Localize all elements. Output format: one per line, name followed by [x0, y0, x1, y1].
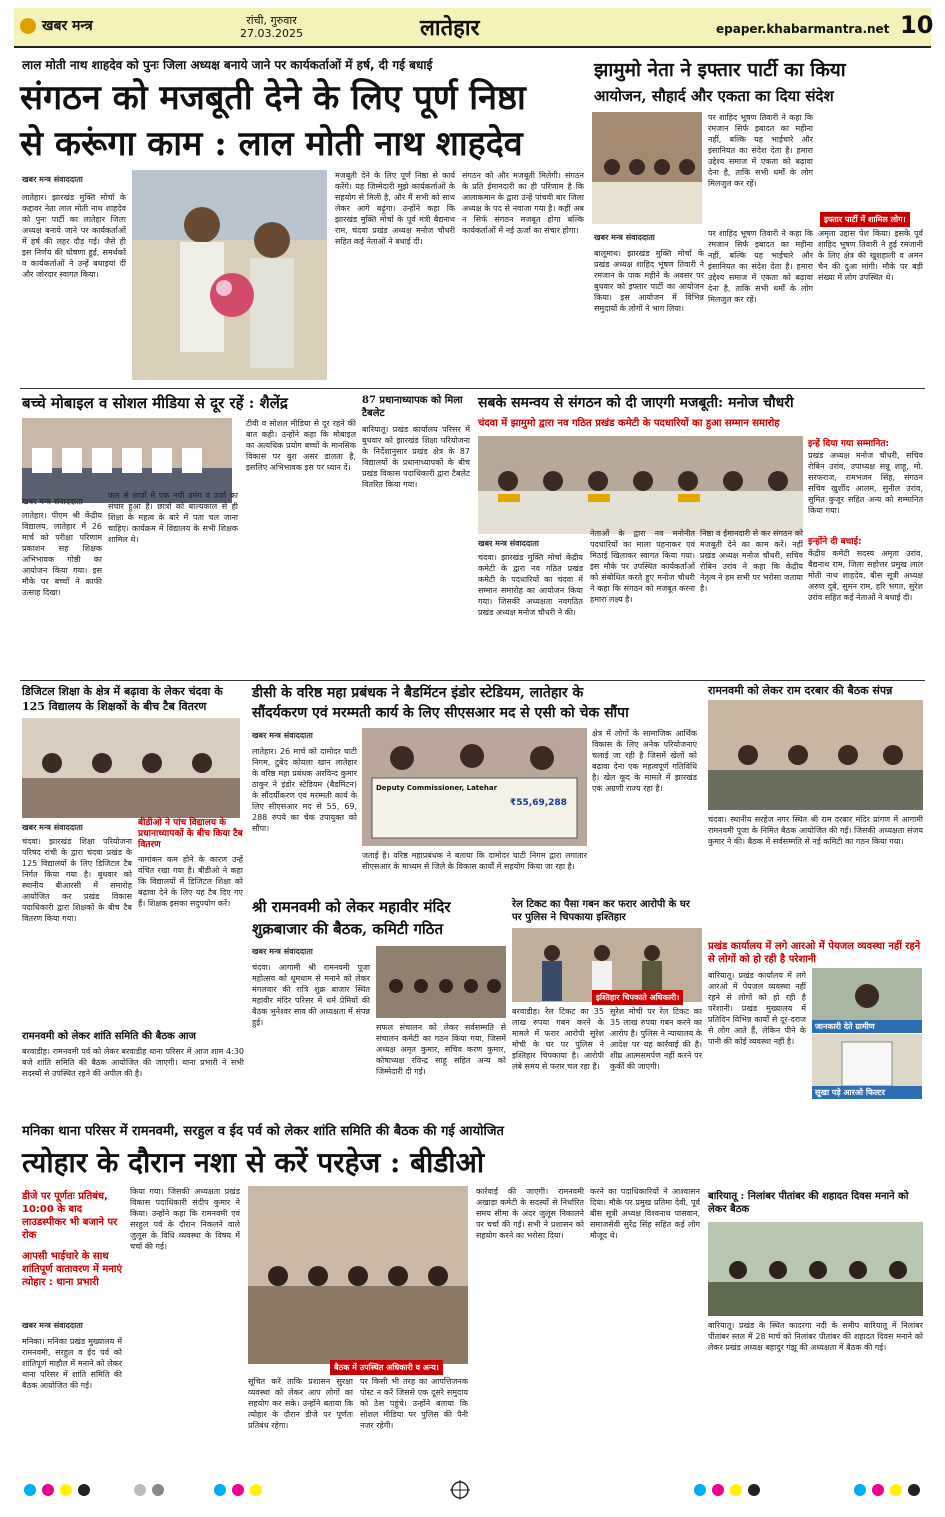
- manika-body-col-5: कार्रवाई की जाएगी। रामनवमी अखाड़ा कमेटी के सदस्यों से निर्धारित समय सीमा के अंदर जुलूस निकालने पर चर्चा की गई। सभी ने प्रशासन को सहयोग करने का भरोसा दिया।: [476, 1187, 584, 1240]
- divider: [20, 388, 925, 389]
- manoj-sidebar2-head: इन्होंने दी बधाई:: [808, 537, 862, 547]
- manika-bullet-2: आपसी भाईचारे के साथ शांतिपूर्ण वातावरण में मनाएं त्योहार : थाना प्रभारी: [22, 1251, 122, 1288]
- mahavir-body-col-2: सफल संचालन को लेकर सर्वसम्मति से संचालन कमेटी का गठन किया गया, जिसमें अध्यक्ष अमृत कुमार, सचिव करण कुमार, कोषाध्यक्ष रविन्द्र साहू सहित अन्य को जिम्मेदारी दी गई।: [376, 1023, 506, 1076]
- manika-body-col-6: करने का पदाधिकारियों ने आश्वासन दिया। मौके पर प्रमुख प्रतिमा देवी, पूर्व बीस सूत्री अध्यक्ष विश्वनाथ पासवान, समाजसेवी सुरेंद्र सिंह सहित कई लोग मौजूद थे।: [590, 1187, 700, 1240]
- divider: [20, 680, 925, 681]
- water-caption-1: जानकारी देते ग्रामीण: [812, 1020, 922, 1033]
- nilamber-headline: बारियातू : निलांबर पीतांबर की शहादत दिवस मनाने को लेकर बैठक: [708, 1191, 909, 1215]
- manoj-byline: खबर मन्त्र संवाददाता: [478, 539, 539, 548]
- mobile-headline: बच्चे मोबाइल व सोशल मीडिया से दूर रहें : शैलेंद्र: [22, 394, 288, 412]
- lead-headline-2: से करूंगा काम : लाल मोती नाथ शाहदेव: [20, 124, 523, 164]
- peace-body: बरवाडीह। रामनवमी पर्व को लेकर बरवाडीह थाना परिसर में आज शाम 4:30 बजे शांति समिति की बैठक आयोजित की जाएगी। थाना प्रभारी ने सभी सदस्यों से उपस्थित रहने की अपील की है।: [22, 1047, 244, 1078]
- lead-headline-1: संगठन को मजबूती देने के लिए पूर्ण निष्ठा: [20, 78, 526, 118]
- dc-headline-1: डीसी के वरिष्ठ महा प्रबंधक ने बैडमिंटन इंडोर स्टेडियम, लातेहार के: [252, 685, 584, 701]
- manika-photo: [248, 1186, 468, 1364]
- manoj-sidebar1-head: इन्हें दिया गया सम्मानित:: [808, 439, 890, 449]
- water-photo-2-image: [812, 1034, 922, 1094]
- nilamber-body: बारियातू। प्रखंड के स्थित कादरगा नदी के समीप बारियातू में निलांबर पीतांबर स्तल में 28 मार्च को निलांबर पीतांबर की शहादत दिवस मनाने को लेकर प्रखंड अध्यक्ष बहादुर गंझू की अध्यक्षता में बैठक की गई।: [708, 1321, 923, 1352]
- water-photo-2: [812, 1034, 922, 1094]
- dc-body-col-1: लातेहार। 26 मार्च को दामोदर घाटी निगम, टुबेद कोयला खान लातेहार के वरिष्ठ महा प्रबंधक अरविन्द कुमार ठाकुर ने इंडोर स्टेडियम (बैडमिंटन) के सौंदर्यीकरण एवं मरम्मती कार्य के लिए सीएसआर मद से 55, 69, 288 रुपये का चेक उपायुक्त को सौंपा।: [252, 747, 357, 833]
- lead-body-col-3: संगठन को और मजबूती मिलेगी। संगठन के प्रति ईमानदारी का ही परिणाम है कि आलाकमान के द्वारा उन्हें पांचवी बार जिला अध्यक्ष के पद से नवाजा गया है। कहीं अब न सिर्फ संगठन मजबूत होगा बल्कि कार्यकर्ताओं में नई ऊर्जा का संचार होगा।: [462, 171, 584, 235]
- mahavir-photo: [376, 946, 506, 1018]
- mahavir-headline-1: श्री रामनवमी को लेकर महावीर मंदिर: [252, 898, 451, 916]
- peace-headline: रामनवमी को लेकर शांति समिति की बैठक आज: [22, 1031, 196, 1042]
- brand-logo: [20, 16, 93, 35]
- lead-body-col-1: लातेहार। झारखंड मुक्ति मोर्चा के कद्दावर नेता लाल मोती नाथ शाहदेव को पुनः पार्टी का लातेहार जिला अध्यक्ष बनाये जाने पर कार्यकर्ताओं में हर्ष की लहर दौड़ गई। जैसे ही इस निर्णय की घोषणा हुई, समर्थकों व कार्यकर्ताओं ने उन्हें बधाइयां दीं और जोरदार स्वागत किया।: [22, 193, 126, 279]
- manika-body-col-2: किया गया। जिसकी अध्यक्षता प्रखंड विकास पदाधिकारी संदीप कुमार ने किया। उन्होंने कहा कि रामनवमी एवं सरहुल पर्व के दौरान निकलने वाले जुलूस के विधि व्यवस्था के विषय में चर्चा की गई।: [130, 1187, 240, 1251]
- mobile-body-col-2: फल से छात्रों में एक नयी उमंग व उर्जा का संचार हुआ है। छात्रों को बाल्यकाल से ही शिक्षा के महत्व के बारे में पता चल जाना चाहिए। कार्यक्रम में विद्यालय के सभी शिक्षक शामिल थे।: [108, 491, 238, 544]
- water-headline: प्रखंड कार्यालय में लगे आरओ में पेयजल व्यवस्था नहीं रहने से लोगों को हो रही है परेशानी: [708, 941, 921, 965]
- digital-photo-image: [22, 718, 240, 818]
- rail-caption: इश्तिहार चिपकाते अधिकारी।: [592, 990, 683, 1005]
- digital-byline: खबर मन्त्र संवाददाता: [22, 823, 83, 832]
- lead-photo: [132, 170, 327, 380]
- tablet-body: बारियातू। प्रखंड कार्यालय परिसर में बुधवार को झारखंड शिक्षा परियोजना के निर्देशानुसार प्रखंड क्षेत्र के 87 विद्यालयों के प्रधानाध्यापकों के बीच प्रखंड विकास पदाधिकारी द्वारा टैबलेट वितरित किया गया।: [362, 425, 470, 489]
- tablet-headline: 87 प्रधानाध्यापक को मिला टैबलेट: [362, 395, 463, 419]
- manika-kicker: मनिका थाना परिसर में रामनवमी, सरहुल व ईद पर्व को लेकर शांति समिति की बैठक की गई आयोजित: [22, 1124, 504, 1139]
- manoj-body-col-2: नेताओं के द्वारा नव मनोनीत पदधारियों का माला पहनाकर एवं मिठाई खिलाकर स्वागत किया गया। इस मौके पर उपस्थित कार्यकर्ताओं को संबोधित करते हुए मनोज चौधरी ने कहा कि संगठन को मजबूत करना हमारा लक्ष्य है।: [590, 529, 695, 604]
- ramdarbar-body: चंदवा। स्थानीय सरहेज नगर स्थित श्री राम दरबार मंदिर प्रांगण में आगामी रामनवमी पूजा के निमित बैठक आयोजित की गई। जिसकी अध्यक्षता संजय कुमार ने की। बैठक में सर्वसम्मति से नई कमिटी का गठन किया गया।: [708, 815, 923, 846]
- manika-body-col-3: सूचित करें ताकि प्रशासन सुरक्षा व्यवस्था को लेकर आप लोगों का सहयोग कर सके। उन्होंने बताया कि त्योहार के दौरान डीजे पर पूर्णतः प्रतिबंध रहेगा।: [248, 1377, 353, 1430]
- epaper-url[interactable]: epaper.khabarmantra.net: [716, 22, 890, 36]
- digital-headline: डिजिटल शिक्षा के क्षेत्र में बढ़ावा के लेकर चंदवा के 125 विद्यालय के शिक्षकों के बीच टैब वितरण: [22, 685, 223, 713]
- manika-body-col-4: पर किसी भी तरह का आपत्तिजनक पोस्ट न करें जिससे एक दूसरे समुदाय को ठेस पहुंचे। उन्होंने बताया कि सोशल मीडिया पर पुलिस की पैनी नजर रहेगी।: [360, 1377, 468, 1430]
- dateline: [240, 14, 303, 40]
- nilamber-photo: [708, 1222, 923, 1316]
- manoj-body-col-1: चंदवा। झारखंड मुक्ति मोर्चा केंद्रीय कमेटी के द्वारा नव गठित प्रखंड कमेटी के पदधारियों का चंदवा में सम्मान समारोह का आयोजन किया गया। जिसकी अध्यक्षता नवगठित प्रखंड अध्यक्ष मनोज चौधरी ने की।: [478, 553, 583, 617]
- manoj-sidebar2-body: केंद्रीय कमेटी सदस्य अमृता उरांव, बैद्यनाथ राम, जिला सहोत्तर प्रमुख लाल मोती नाथ शाहदेव, बीस सूत्री अध्यक्ष अरुण दुबे, सुमन राम, हरि भगत, सुरेश उरांव सहित कई नेताओं ने बधाई दी।: [808, 549, 923, 602]
- mahavir-headline-2: शुक्रबाजार की बैठक, कमिटी गठित: [252, 920, 444, 938]
- mobile-body-col-1: लातेहार। पीएम श्री केंद्रीय विद्यालय, लातेहार में 26 मार्च को परीक्षा परिणाम प्रकाशन सह शिक्षक अभिभावक गोष्ठी का आयोजन किया गया। इस मौके पर बच्चों ने काफी उत्साह दिखा।: [22, 511, 102, 597]
- manika-caption: बैठक में उपस्थित अधिकारी व अन्य।: [330, 1360, 443, 1375]
- manika-photo-image: [248, 1186, 468, 1364]
- water-photo-1: [812, 968, 922, 1028]
- digital-subhead: बीडीओ ने पांच विद्यालय के प्रधानाध्यापकों के बीच किया टैब वितरण: [138, 818, 243, 850]
- mahavir-photo-image: [376, 946, 506, 1018]
- page-number: 10: [900, 11, 934, 39]
- cheque-payee: Deputy Commissioner, Latehar: [376, 784, 498, 792]
- cheque-amount: ₹55,69,288: [510, 798, 567, 808]
- lead-body-col-2: मजबूती देने के लिए पूर्ण निष्ठा से कार्य करेंगे। यह जिम्मेदारी मुझे कार्यकर्ताओं के सहयोग से मिली है, और मैं सभी को साथ लेकर आगे बढ़ूंगा। उन्होंने कहा कि झारखंड मुक्ति मोर्चा के पूर्व मंत्री बैद्यनाथ राम, चंदवा प्रखंड अध्यक्ष मनोज चौधरी सहित कई नेताओं ने बधाई दी।: [335, 171, 455, 246]
- registration-marks: [20, 1480, 925, 1500]
- rail-headline: रेल टिकट का पैसा गबन कर फरार आरोपी के घर पर पुलिस ने चिपकाया इश्तिहार: [512, 899, 690, 923]
- digital-body-col-2: नामांकन कम होने के कारण उन्हें वंचित रखा गया है। बीडीओ ने कहा कि विद्यालयों में डिजिटल शिक्षा को बढ़ावा देने के लिए यह टैब दिए गए हैं। शिक्षक इसका सदुपयोग करें।: [138, 855, 243, 908]
- water-body: बारियातू। प्रखंड कार्यालय में लगे आरओ में पेयजल व्यवस्था नहीं रहने से लोगों को हो रही है परेशानी। प्रखंड मुख्यालय में प्रतिदिन विभिन्न कार्यों से दूर-दराज से लोग आते हैं, लेकिन पीने के पानी की कोई व्यवस्था नहीं है।: [708, 971, 806, 1046]
- digital-body-col-1: चंदवा। झारखंड शिक्षा परियोजना परिषद रांची के द्वारा चंदवा प्रखंड के 125 विद्यालयों के लिए डिजिटल टैब निर्गत किया गया है। बुधवार को स्थानीय बीआरसी में समारोह आयोजित कर प्रखंड विकास पदाधिकारी द्वारा शिक्षकों के बीच टैब वितरण किया गया।: [22, 837, 132, 923]
- manoj-photo-image: [478, 436, 803, 534]
- dc-byline: खबर मन्त्र संवाददाता: [252, 731, 313, 740]
- manika-bullet-1: डीजे पर पूर्णतः प्रतिबंध, 10:00 के बाद लाउडस्पीकर भी बजाने पर रोक: [22, 1191, 118, 1241]
- manoj-headline: सबके समन्वय से संगठन को दी जाएगी मजबूती: मनोज चौधरी: [478, 395, 794, 411]
- iftar-body-col-1: पर शाहिद भूषण तिवारी ने कहा कि रमजान सिर्फ इबादत का महीना नहीं, बल्कि यह भाईचारे और इंसानियत का संदेश देता है। हमारा उद्देश्य समाज में एकता को बढ़ावा देना है, ताकि सभी धर्मों के लोग मिलजुल कर रहें।: [708, 113, 813, 188]
- lead-photo-image: [132, 170, 327, 380]
- iftar-body-col-4: अमृता उद्दास पेश किया। इसके पूर्व शाहिद भूषण तिवारी ने हुई रमजानी के लिए क्षेत्र की खुशहाली व अमन चैन की दुआ मांगी। मौके पर बड़ी संख्या में लोग उपस्थित थे।: [818, 229, 923, 282]
- manika-body-col-1: मनिका। मनिका प्रखंड मुख्यालय में रामनवमी, सरहुल व ईद पर्व को शांतिपूर्ण माहौल में मनाने को लेकर थाना परिसर में शांति समिति की बैठक आयोजित की गई।: [22, 1337, 122, 1390]
- dc-body-col-2: जताई है। वरिष्ठ महाप्रबंधक ने बताया कि दामोदर घाटी निगम द्वारा लगातार सीएसआर के माध्यम से जिले के विकास कार्यों में सहयोग किया जा रहा है।: [362, 851, 587, 871]
- water-photo-1-image: [812, 968, 922, 1028]
- iftar-byline: खबर मन्त्र संवाददाता: [594, 233, 655, 242]
- manoj-photo: [478, 436, 803, 534]
- manoj-sidebar1-body: प्रखंड अध्यक्ष मनोज चौधरी, सचिव रोबिन उरांव, उपाध्यक्ष सन्नू शाहू, मो. सरफराज, रामभजन सिंह, संगठन सचिव खुर्शीद आलम, सुनील उरांव, सुमित कुजूर सहित अन्य को सम्मानित किया गया।: [808, 451, 923, 515]
- city-label: रांची, गुरुवार: [246, 14, 297, 27]
- mahavir-body-col-1: चंदवा। आगामी श्री रामनवमी पूजा महोत्सव को धूमधाम से मनाने को लेकर मंगलवार की रात्रि शुक्र बाजार स्थित महावीर मंदिर परिसर में धर्म प्रेमियों की बैठक भुनेश्वर साव की अध्यक्षता में संपन्न हुई।: [252, 963, 370, 1027]
- lead-kicker: लाल मोती नाथ शाहदेव को पुनः जिला अध्यक्ष बनाये जाने पर कार्यकर्ताओं में हर्ष, दी गई बधाई: [22, 58, 433, 72]
- manika-headline: त्योहार के दौरान नशा से करें परहेज : बीडीओ: [22, 1146, 485, 1179]
- lead-byline: खबर मन्त्र संवाददाता: [22, 175, 83, 184]
- rail-body-col-1: बरवाडीह। रेल टिकट का 35 लाख रुपया गबन करने के मामले में फरार आरोपी सुरेश मोची के घर पर पुलिस ने इश्तिहार चिपकाया है। आरोपी लंबे समय से फरार चल रहा है।: [512, 1007, 604, 1071]
- date-label: 27.03.2025: [240, 27, 303, 40]
- section-title: लातेहार: [420, 16, 480, 41]
- rail-body-col-2: सुरेश मोची पर रेल टिकट का 35 लाख रुपया गबन करने का आरोप है। पुलिस ने न्यायालय के आदेश पर यह कार्रवाई की है। शीघ्र आत्मसमर्पण नहीं करने पर कुर्की की जाएगी।: [610, 1007, 702, 1071]
- dc-body-col-3: क्षेत्र में लोगों के सामाजिक आर्थिक विकास के लिए अनेक परियोजनाएं चलाई जा रही है जिसमें खेलों को बढ़ावा देना एक महत्वपूर्ण गतिविधि है। खेल कूद के मामले में झारखंड एक अग्रणी राज्य रहा है।: [592, 729, 697, 793]
- brand-name: खबर मन्त्र: [42, 18, 93, 34]
- mobile-byline: खबर मन्त्र संवाददाता: [22, 497, 83, 506]
- digital-photo: [22, 718, 240, 818]
- manoj-subhead: चंदवा में झामुमो द्वारा नव गठित प्रखंड कमेटी के पदधारियों का हुआ सम्मान समारोह: [478, 418, 780, 429]
- ramdarbar-photo: [708, 700, 923, 810]
- nilamber-photo-image: [708, 1222, 923, 1316]
- water-caption-2: सूखा पड़े आरओ फिल्टर: [812, 1086, 922, 1099]
- mahavir-byline: खबर मन्त्र संवाददाता: [252, 947, 313, 956]
- ramdarbar-photo-image: [708, 700, 923, 810]
- manika-byline: खबर मन्त्र संवाददाता: [22, 1321, 83, 1330]
- dc-headline-2: सौंदर्यकरण एवं मरम्मती कार्य के लिए सीएसआर मद से एसी को चेक सौंपा: [252, 705, 629, 721]
- iftar-body-col-3: पर शाहिद भूषण तिवारी ने कहा कि रमजान सिर्फ इबादत का महीना नहीं, बल्कि यह भाईचारे और इंसानियत का संदेश देता है। हमारा उद्देश्य समाज में एकता को बढ़ावा देना है, ताकि सभी धर्मों के लोग मिलजुल कर रहें।: [708, 229, 813, 304]
- manoj-body-col-3: निष्ठा व ईमानदारी से कर संगठन को मजबूती देने का काम करें। नहीं प्रखंड अध्यक्ष मनोज चौधरी, सचिव रोबिन उरांव ने कहा कि केंद्रीय नेतृत्व ने हम सभी पर भरोसा जताया है।: [700, 529, 803, 593]
- iftar-caption: इफ्तार पार्टी में शामिल लोग।: [820, 212, 910, 227]
- mobile-body-col-3: टीवी व सोशल मीडिया से दूर रहने की बात कही। उन्होंने कहा कि मोबाइल का अत्यधिक प्रयोग बच्चों के मानसिक विकास पर बुरा असर डालता है, इसलिए अभिभावक इस पर ध्यान दें।: [246, 419, 356, 472]
- ramdarbar-headline: रामनवमी को लेकर राम दरबार की बैठक संपन्न: [708, 684, 893, 697]
- iftar-headline-1: झामुमो नेता ने इफ्तार पार्टी का किया: [594, 59, 846, 81]
- iftar-body-col-2: बालूमाथ। झारखंड मुक्ति मोर्चा के प्रखंड अध्यक्ष शाहिद भूषण तिवारी ने रमजान के पाक महीने के अवसर पर बुधवार को इफ्तार पार्टी का आयोजन किया। इस आयोजन में विभिन्न समुदायों के लोगों ने भाग लिया।: [594, 249, 704, 313]
- logo-mark-icon: [20, 18, 36, 34]
- iftar-headline-2: आयोजन, सौहार्द और एकता का दिया संदेश: [594, 87, 834, 105]
- iftar-photo-frame: [592, 112, 922, 224]
